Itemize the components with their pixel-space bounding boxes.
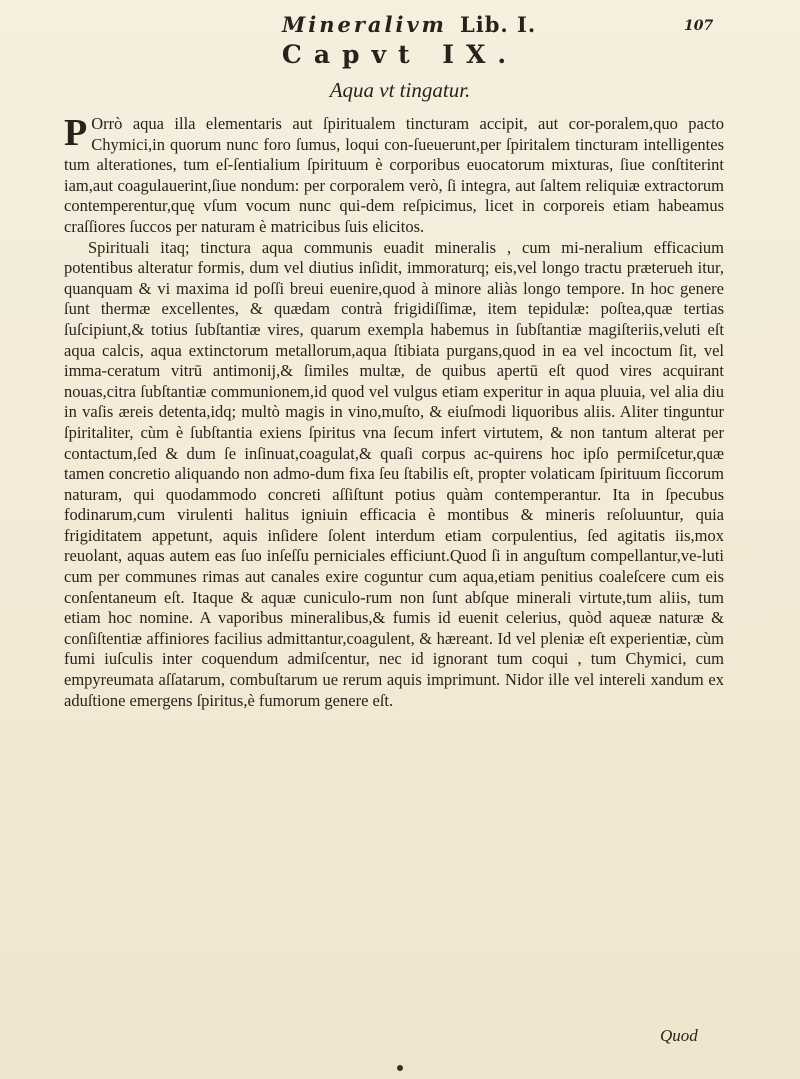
catchword: Quod [660, 1026, 698, 1045]
paragraph-2: Spirituali itaq; tinctura aqua communis euadit mineralis , cum mi-neralium efficacium potentibus alteratur formis, dum vel diutius inſidit, immoraturq; eis,vel longo tractu præterueh itur, quanquam & vi maxima id poſſi breui euenire,quod à minore aliàs longo tempore. In hoc genere ſunt thermæ excellentes, & quædam contrà frigidiſſimæ, item tepidulæ: poſtea,quæ tertias ſuſcipiunt,& totius ſubſtantiæ vires, quarum exempla habemus in ſubſtantiæ magiſteriis,veluti eſt aqua calcis, aqua extinctorum metallorum,aqua ſtibiata purgans,quod in ea vel incoctum ſit, vel imma-ceratum vitrū antimonij,& ſimiles multæ, de quibus apertū eſt quod vires acquirant nouas,citra ſubſtantiæ communionem,id quod vel vulgus etiam experitur in aqua pluuia, vel alia diu in vaſis æreis detenta,idq; multò magis in vino,muſto, & eiuſmodi liquoribus aliis. Aliter tinguntur ſpiritaliter, cùm è ſubſtantia exiens ſpiritus vna ſecum infert virtutem, & non tantum alterat per contactum,ſed & dum ſe inſinuat,coagulat,& quaſi corpus ac-quirens hoc ipſo permiſcetur,quæ tamen concretio aliquando non admo-dum fixa ſeu ſtabilis eſt, propter volaticam ſpirituum ſiccorum naturam, qui quodammodo concreti aſſiſtunt potius quàm contemperantur. Ita in ſpecubus fodinarum,cum virulenti halitus igniuin efficacia è montibus & mineris reſoluuntur, quia frigiditatem appetunt, aquis inſidere ſolent interdum etiam corpulentius, ſed agitatis iis,mox reuolant, aquas autem eas ſuo inſeſſu perniciales efficiunt.Quod ſi in anguſtum compellantur,ve-luti cum per communes rimas aut canales exire coguntur cum aqua,etiam penitius coaleſcere cum eis conſentaneum eſt. Itaque & aquæ cuniculo-rum non ſunt abſque minerali virtute,tum aliis, tum etiam hoc nomine. A vaporibus mineralibus,& fumis id euenit celerius, quòd aqueæ naturæ & conſiſtentiæ affiniores facilius admittantur,coagulent, & hæreant. Id vel pleniæ eſt experientiæ, cùm fumi iuſculis inter coquendum admiſcentur, nec id ignorant tum coqui , tum Chymici, cum empyreumata aſſatarum, combuſtarum ue rerum aquis imprimunt. Nidor ille vel intereli xandum ex aduſtione emergens ſpiritus,è fumorum genere eſt. [64, 237, 724, 710]
chapter-subtitle: Aqua vt tingatur. [329, 78, 471, 102]
running-head [0, 12, 800, 42]
page-mark [397, 1065, 403, 1071]
chapter-heading: Capvt IX. [281, 40, 519, 69]
body-text [64, 114, 724, 711]
running-head-title: Mineralivm [282, 12, 447, 37]
page-number: 107 [684, 18, 714, 34]
running-head-book: Lib. I. [460, 12, 537, 37]
paragraph-1 [64, 114, 724, 238]
drop-cap: P [64, 112, 88, 154]
paragraph-1-text: Orrò aqua illa elementaris aut ſpiritualem tincturam accipit, aut cor-poralem,quo pacto Chymici,in quorum nunc foro ſumus, loqui con-ſueuerunt,per ſpiritalem tincturam intelligentes tum alterationes, tum eſ-ſentialium ſpirituum è corporibus euocatorum mixturas, ſiue conſtiterint iam,aut coagulauerint,ſiue nondum: per corporalem verò, ſi integra, aut ſaltem reliquiæ extractorum contemperentur,quę vſum vocum nunc qui-dem reſpicimus, licet in corporeis etiam habeamus craſſiores ſuccos per naturam è matricibus ſuis elicitos. [64, 114, 724, 236]
